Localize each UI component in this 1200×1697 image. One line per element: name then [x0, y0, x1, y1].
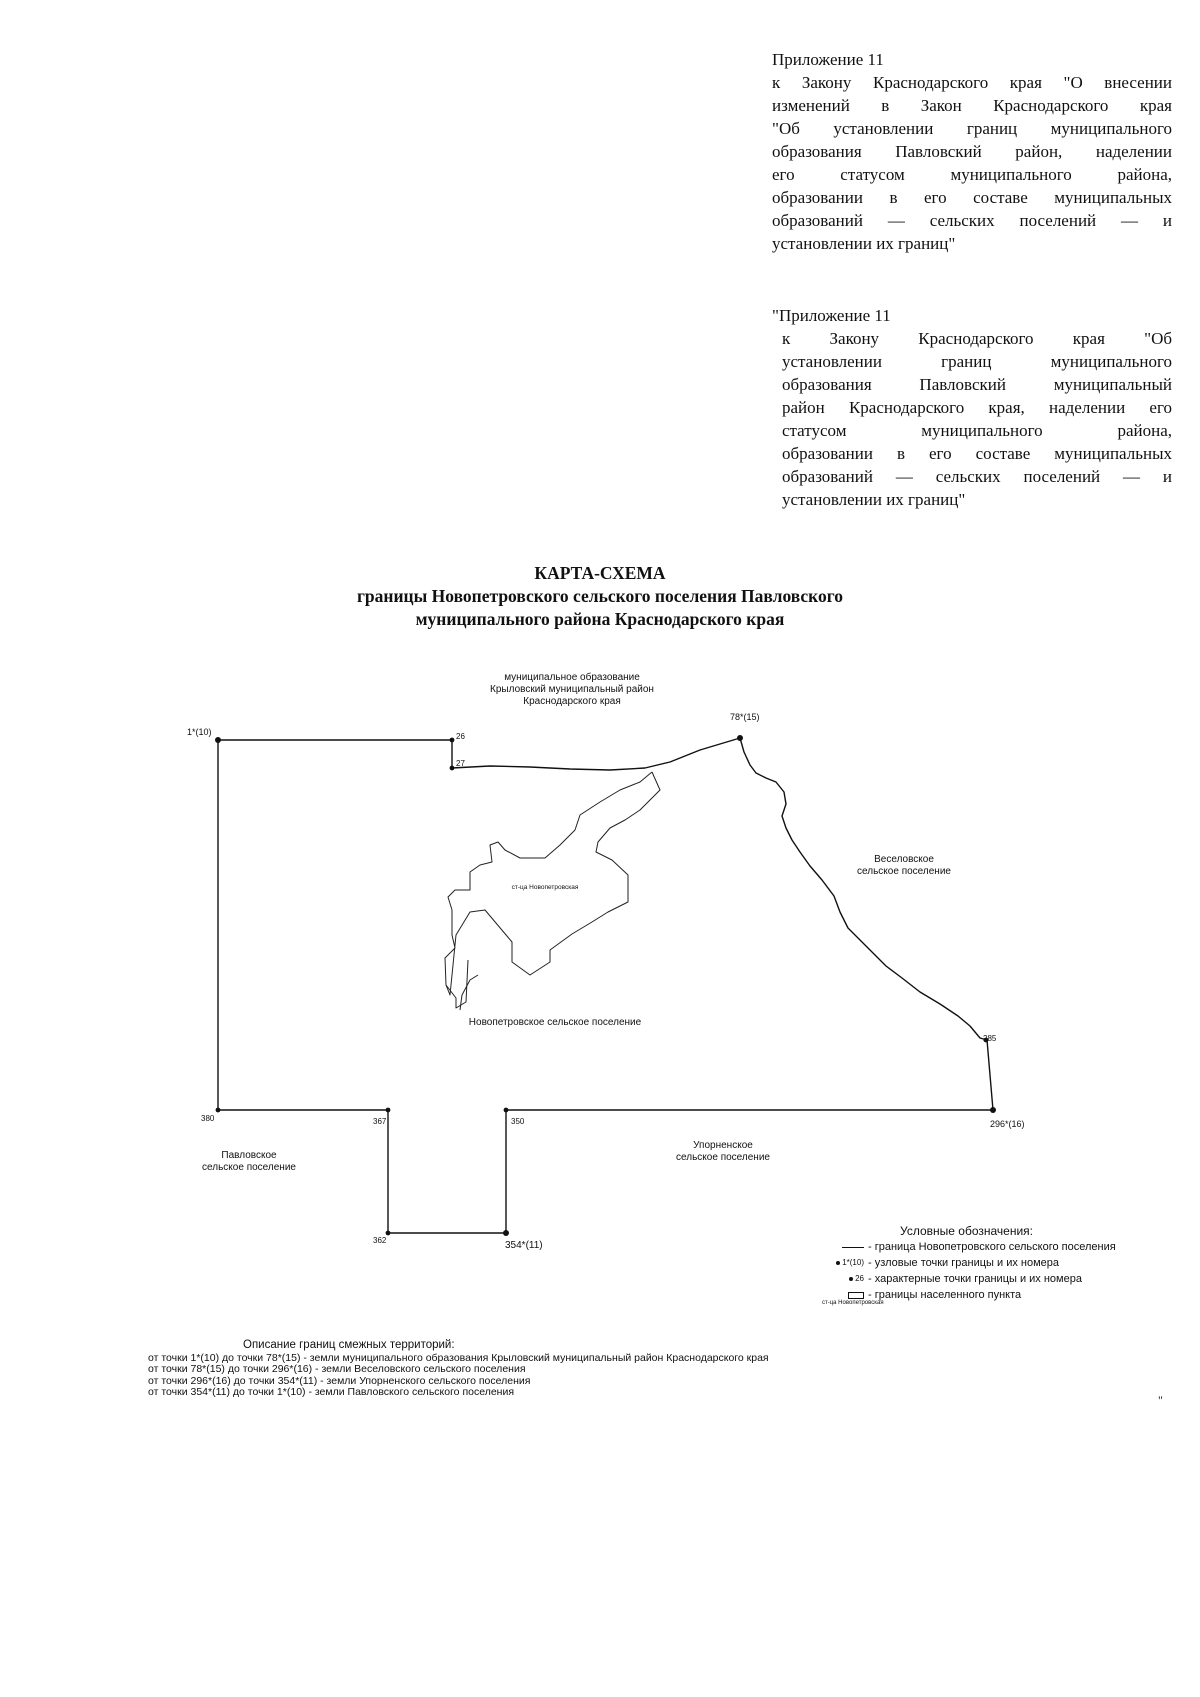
- appendix-line: "Приложение 11: [772, 306, 891, 325]
- appendix-line: образования Павловский муниципальный: [782, 375, 1172, 394]
- title-subheading: муниципального района Краснодарского края: [415, 609, 785, 629]
- legend-item: [820, 1240, 1116, 1254]
- settlement-boundary: [218, 738, 993, 1233]
- neighbor-south-label: сельское поселение: [676, 1152, 770, 1163]
- appendix-line: установлении их границ": [772, 234, 956, 253]
- adjacent-territories-description: [148, 1340, 769, 1399]
- legend-text: - граница Новопетровского сельского поселения: [868, 1241, 1116, 1253]
- point-label: 362: [373, 1236, 387, 1245]
- neighbor-north-label: муниципальное образование: [504, 672, 640, 683]
- appendix-line: образований — сельских поселений — и: [772, 211, 1172, 230]
- boundary-point: [504, 1108, 509, 1113]
- description-row: от точки 296*(16) до точки 354*(11) - земли Упорненского сельского поселения: [148, 1374, 531, 1387]
- legend-item: [820, 1272, 1116, 1286]
- appendix-line: установлении их границ": [782, 490, 966, 509]
- point-label: 296*(16): [990, 1119, 1025, 1129]
- neighbor-east-label: Веселовское: [874, 854, 934, 865]
- appendix-line: образований — сельских поселений — и: [782, 467, 1172, 486]
- neighbor-north-label: Краснодарского края: [523, 696, 621, 707]
- village-label: ст-ца Новопетровская: [511, 884, 579, 891]
- appendix-line: к Закону Краснодарского края "О внесении: [772, 73, 1172, 92]
- legend-text: - границы населенного пункта: [868, 1289, 1022, 1301]
- appendix-line: статусом муниципального района,: [782, 421, 1172, 440]
- legend-symbol-line: [820, 1247, 868, 1248]
- point-label: 26: [456, 732, 465, 741]
- legend-text: - характерные точки границы и их номера: [868, 1273, 1082, 1285]
- boundary-point: [216, 1108, 221, 1113]
- neighbor-west-label: Павловское: [221, 1150, 277, 1161]
- node-point: [215, 737, 221, 743]
- point-label: 285: [983, 1034, 997, 1043]
- boundary-point-icon: [849, 1277, 853, 1281]
- point-label: 78*(15): [730, 712, 760, 722]
- point-label: 367: [373, 1117, 387, 1126]
- appendix-line: изменений в Закон Краснодарского края: [772, 96, 1172, 115]
- description-row: от точки 1*(10) до точки 78*(15) - земли муниципального образования Крыловский муниципальный район Краснодарского края: [148, 1351, 769, 1364]
- boundary-line: [740, 738, 993, 1110]
- settlement-outline-icon: [848, 1292, 864, 1299]
- boundary-point: [386, 1231, 391, 1236]
- legend-symbol-settlement: [820, 1292, 868, 1299]
- description-title: Описание границ смежных территорий:: [243, 1339, 455, 1351]
- neighbor-north-label: Крыловский муниципальный район: [490, 684, 654, 695]
- appendix-line: образовании в его составе муниципальных: [782, 444, 1172, 463]
- village-boundary-outline: [446, 960, 468, 1008]
- neighbor-east-label: сельское поселение: [857, 866, 951, 877]
- map-legend: [820, 1224, 1116, 1304]
- point-label: 354*(11): [505, 1240, 543, 1251]
- appendix-line: "Об установлении границ муниципального: [772, 119, 1172, 138]
- legend-symbol-node: [820, 1256, 868, 1270]
- boundary-line: [218, 738, 740, 770]
- appendix-line: к Закону Краснодарского края "Об: [782, 329, 1172, 348]
- village-boundary: [445, 772, 660, 1010]
- appendix-line: образования Павловский район, наделении: [772, 142, 1172, 161]
- closing-quote: ": [1158, 1393, 1163, 1407]
- point-label: 27: [456, 759, 465, 768]
- boundary-point: [450, 766, 455, 771]
- appendix-line: район Краснодарского края, наделении его: [782, 398, 1172, 417]
- appendix-line: его статусом муниципального района,: [772, 165, 1172, 184]
- boundary-line: [218, 740, 993, 1233]
- line-symbol-icon: [842, 1247, 864, 1248]
- legend-caption: ст-ца Новопетровская: [822, 1300, 884, 1306]
- point-labels: [187, 712, 1025, 1251]
- point-label: 350: [511, 1117, 525, 1126]
- node-point: [503, 1230, 509, 1236]
- title-subheading: границы Новопетровского сельского поселения Павловского: [356, 586, 844, 606]
- title-heading: КАРТА-СХЕМА: [534, 563, 666, 583]
- area-labels: [202, 671, 951, 1173]
- boundary-points: [215, 735, 996, 1236]
- boundary-point: [386, 1108, 391, 1113]
- legend-item: [820, 1256, 1116, 1270]
- legend-sample: 1*(10): [842, 1258, 864, 1267]
- legend-text: - узловые точки границы и их номера: [868, 1257, 1059, 1269]
- node-point-icon: [836, 1261, 840, 1265]
- node-point: [737, 735, 743, 741]
- appendix-line: образовании в его составе муниципальных: [772, 188, 1172, 207]
- legend-title: Условные обозначения:: [900, 1224, 1033, 1238]
- appendix-line: установлении границ муниципального: [782, 352, 1172, 371]
- neighbor-west-label: сельское поселение: [202, 1162, 296, 1173]
- description-row: от точки 78*(15) до точки 296*(16) - земли Веселовского сельского поселения: [148, 1363, 526, 1375]
- boundary-point: [450, 738, 455, 743]
- neighbor-south-label: Упорненское: [693, 1140, 753, 1151]
- settlement-area-label: Новопетровское сельское поселение: [468, 1017, 642, 1028]
- point-label: 1*(10): [187, 727, 212, 737]
- appendix-line: Приложение 11: [772, 50, 884, 69]
- node-point: [990, 1107, 996, 1113]
- description-row: от точки 354*(11) до точки 1*(10) - земли Павловского сельского поселения: [148, 1386, 515, 1398]
- legend-symbol-point: [820, 1272, 868, 1286]
- legend-sample: 26: [855, 1274, 864, 1283]
- village-boundary-outline: [460, 975, 478, 1010]
- point-label: 380: [201, 1114, 215, 1123]
